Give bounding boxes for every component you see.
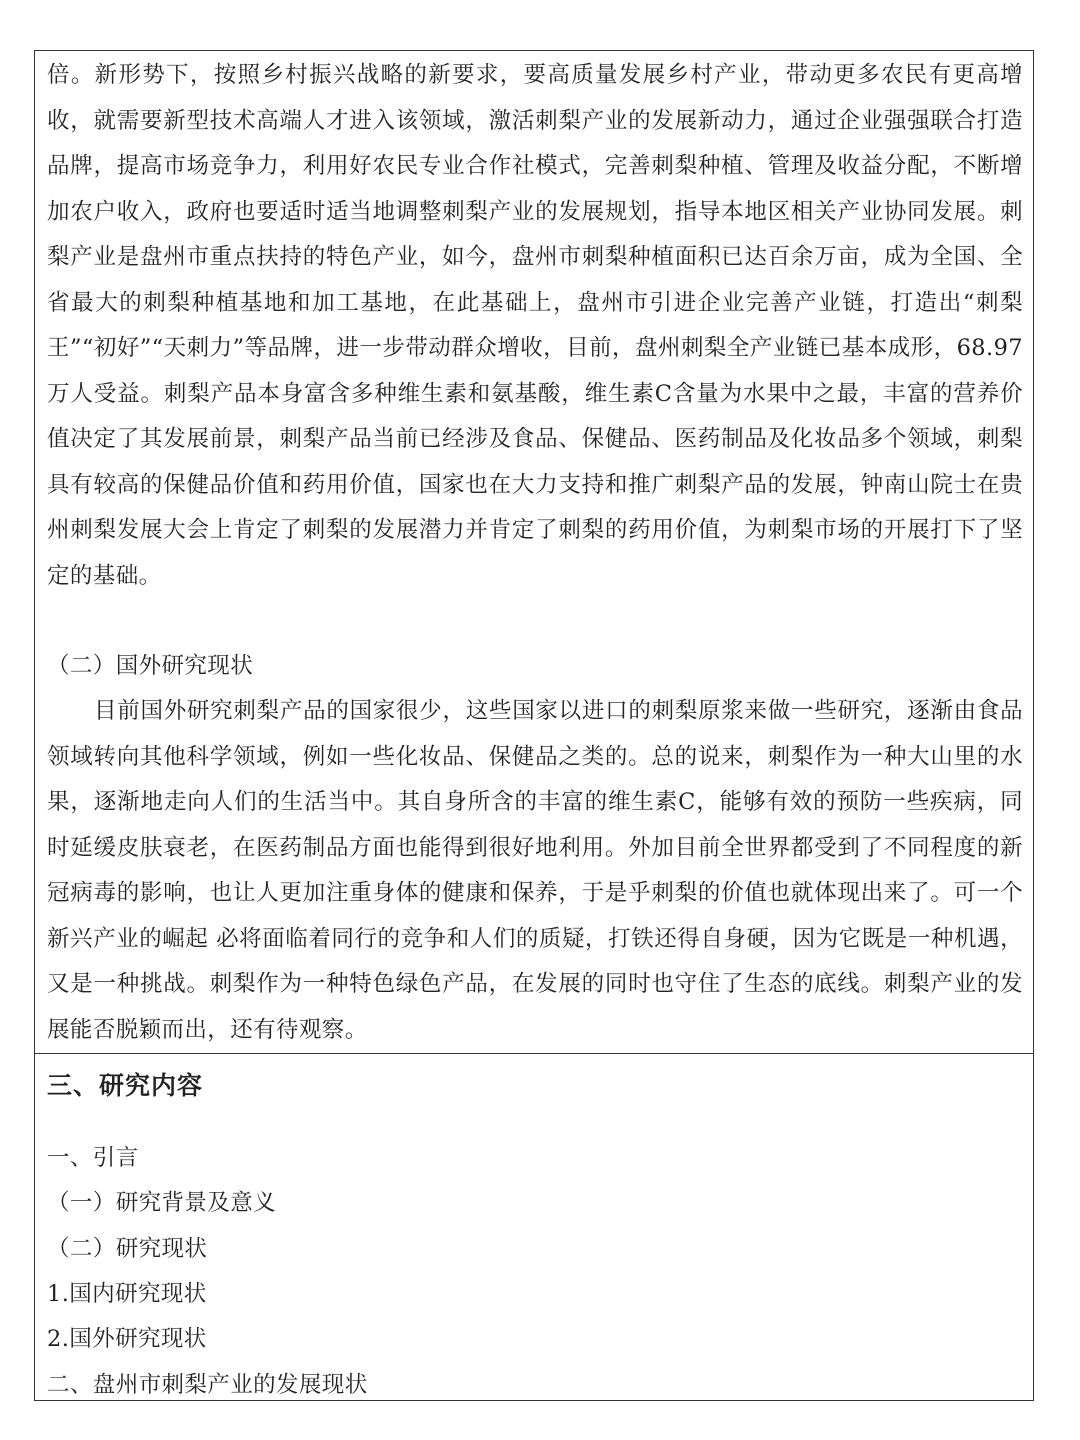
outline-item: （一）研究背景及意义 <box>47 1190 277 1216</box>
outline-item: 一、引言 <box>47 1145 139 1171</box>
research-content-cell <box>35 1054 1033 1400</box>
foreign-research-subheading: （二）国外研究现状 <box>47 653 254 679</box>
section-heading: 三、研究内容 <box>47 1071 204 1100</box>
document-table <box>34 50 1034 1401</box>
outline-item: 1.国内研究现状 <box>47 1281 207 1307</box>
outline-item: （二）研究现状 <box>47 1236 208 1262</box>
intro-paragraph: 倍。新形势下，按照乡村振兴战略的新要求，要高质量发展乡村产业，带动更多农民有更高增收，就需要新型技术高端人才进入该领域，激活刺梨产业的发展新动力，通过企业强强联合打造品牌，提高市场竞争力，利用好农民专业合作社模式，完善刺梨种植、管理及收益分配，不断增加农户收入，政府也要适时适当地调整刺梨产业的发展规划，指导本地区相关产业协同发展。刺梨产业是盘州市重点扶持的特色产业，如今，盘州市刺梨种植面积已达百余万亩，成为全国、全省最大的刺梨种植基地和加工基地，在此基础上，盘州市引进企业完善产业链，打造出“刺梨王”“初好”“天刺力”等品牌，进一步带动群众增收，目前，盘州刺梨全产业链已基本成形，68.97万人受益。刺梨产品本身富含多种维生素和氨基酸，维生素C含量为水果中之最，丰富的营养价值决定了其发展前景，刺梨产品当前已经涉及食品、保健品、医药制品及化妆品多个领域，刺梨具有较高的保健品价值和药用价值，国家也在大力支持和推广刺梨产品的发展，钟南山院士在贵州刺梨发展大会上肯定了刺梨的发展潜力并肯定了刺梨的药用价值，为刺梨市场的开展打下了坚定的基础。 <box>47 62 1023 589</box>
foreign-research-paragraph: 目前国外研究刺梨产品的国家很少，这些国家以进口的刺梨原浆来做一些研究，逐渐由食品领域转向其他科学领域，例如一些化妆品、保健品之类的。总的说来，刺梨作为一种大山里的水果，逐渐地走向人们的生活当中。其自身所含的丰富的维生素C，能够有效的预防一些疾病，同时延缓皮肤衰老，在医药制品方面也能得到很好地利用。外加目前全世界都受到了不同程度的新冠病毒的影响，也让人更加注重身体的健康和保养，于是乎刺梨的价值也就体现出来了。可一个新兴产业的崛起 必将面临着同行的竞争和人们的质疑，打铁还得自身硬，因为它既是一种机遇，又是一种挑战。刺梨作为一种特色绿色产品，在发展的同时也守住了生态的底线。刺梨产业的发展能否脱颖而出，还有待观察。 <box>47 698 1023 1043</box>
outline-item: 二、盘州市刺梨产业的发展现状 <box>47 1372 368 1398</box>
background-cell <box>35 51 1033 1054</box>
outline-item: 2.国外研究现状 <box>47 1326 207 1352</box>
